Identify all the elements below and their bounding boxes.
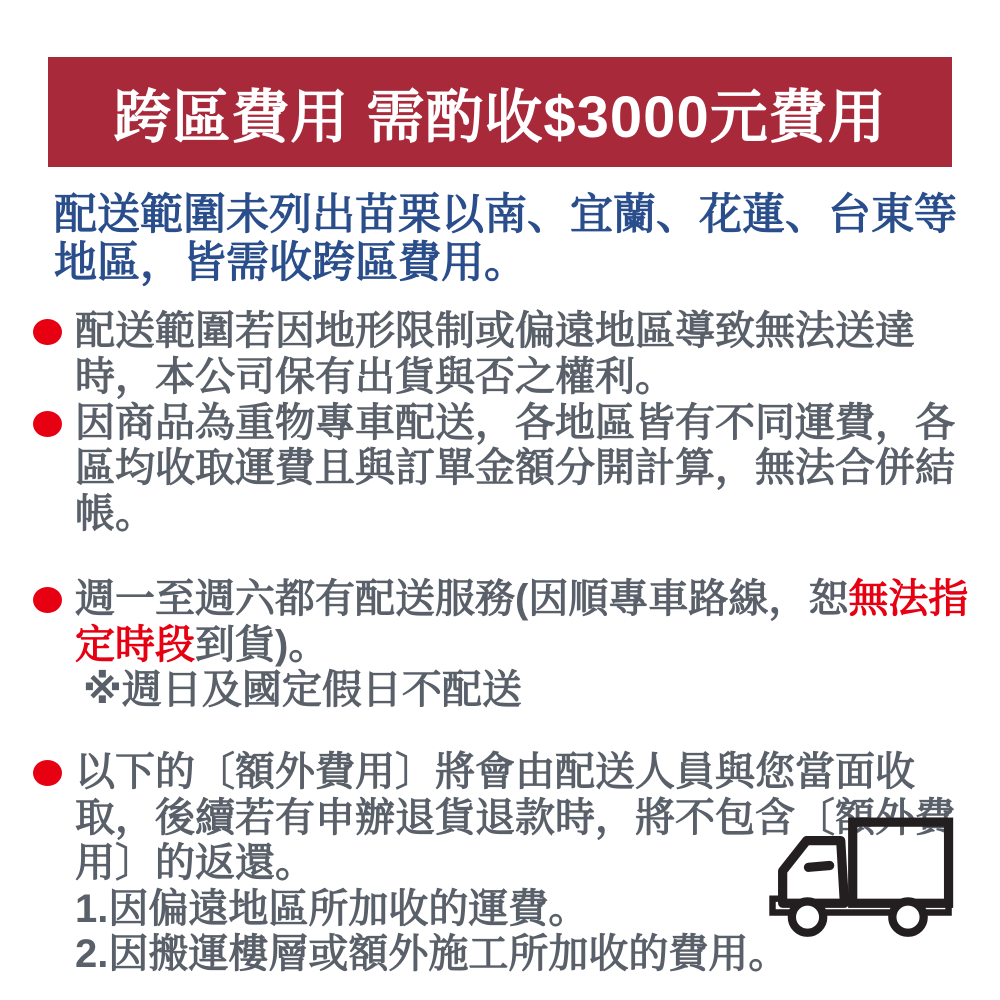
bullet-icon xyxy=(33,760,62,786)
intro-paragraph: 配送範圍未列出苗栗以南、宜蘭、花蓮、台東等地區，皆需收跨區費用。 xyxy=(54,191,957,288)
note-text: 配送範圍若因地形限制或偏遠地區導致無法送達時，本公司保有出貨與否之權利。 xyxy=(75,309,915,399)
delivery-truck-icon xyxy=(755,809,967,957)
list-item xyxy=(33,577,990,714)
banner xyxy=(48,57,952,167)
bullet-icon xyxy=(33,411,62,437)
list-item xyxy=(33,309,990,400)
banner-title: 跨區費用 需酌收$3000元費用 xyxy=(113,85,887,150)
highlighted-text: 無法指定時段 xyxy=(75,577,969,667)
list-item xyxy=(33,401,990,538)
sub-list-item: 2.因搬運樓層或額外施工所加收的費用。 xyxy=(75,932,789,977)
note-text: 以下的〔額外費用〕將會由配送人員與您當面收取，後續若有申辦退貨退款時，將不包含〔額外費用〕的返還。 xyxy=(75,750,955,886)
note-text: 到貨)。 xyxy=(195,622,329,667)
note-text: 週一至週六都有配送服務(因順專車路線，恕 xyxy=(75,577,849,622)
sub-list-item: 1.因偏遠地區所加收的運費。 xyxy=(75,886,589,931)
holiday-note: ※週日及國定假日不配送 xyxy=(83,668,522,713)
bullet-icon xyxy=(33,319,62,345)
bullet-icon xyxy=(33,587,62,613)
note-text: 因商品為重物專車配送，各地區皆有不同運費，各區均收取運費且與訂單金額分開計算，無法合併結帳。 xyxy=(75,400,955,536)
